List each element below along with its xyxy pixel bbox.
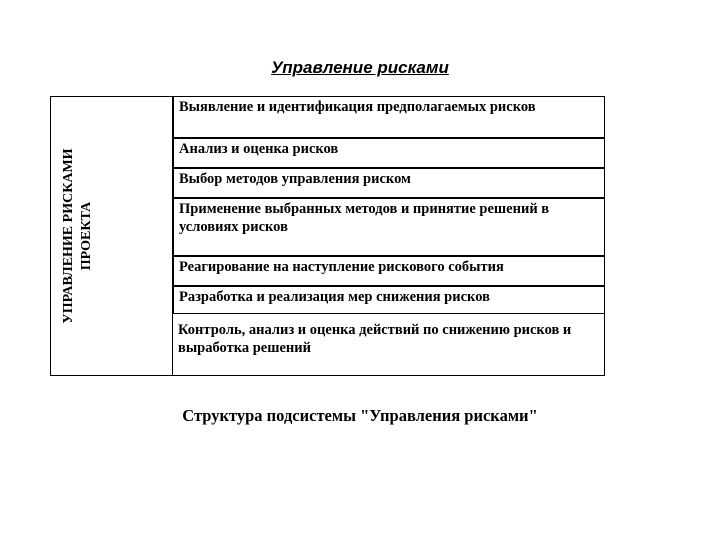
step-row-analysis xyxy=(173,138,605,168)
step-text: Выбор методов управления риском xyxy=(179,171,411,187)
step-text: Применение выбранных методов и принятие решений в условиях рисков xyxy=(179,201,550,235)
vertical-label-line2: ПРОЕКТА xyxy=(79,201,94,271)
step-row-control xyxy=(173,320,605,376)
step-text: Анализ и оценка рисков xyxy=(179,141,339,157)
step-row-response xyxy=(173,256,605,286)
step-text: Выявление и идентификация предполагаемых рисков xyxy=(179,99,536,115)
step-row-identification xyxy=(173,96,605,138)
step-row-method-application xyxy=(173,198,605,256)
diagram-title: Управление рисками xyxy=(271,58,449,77)
step-row-mitigation xyxy=(173,286,605,314)
left-column xyxy=(50,96,173,376)
figure-caption: Структура подсистемы "Управления рисками" xyxy=(182,406,538,425)
step-text: Контроль, анализ и оценка действий по снижению рисков и выработка решений xyxy=(178,322,572,356)
step-text: Разработка и реализация мер снижения рисков xyxy=(179,289,490,305)
step-text: Реагирование на наступление рискового события xyxy=(179,259,504,275)
vertical-label xyxy=(60,106,96,366)
vertical-label-line1: УПРАВЛЕНИЕ РИСКАМИ xyxy=(61,148,76,324)
step-row-method-selection xyxy=(173,168,605,198)
